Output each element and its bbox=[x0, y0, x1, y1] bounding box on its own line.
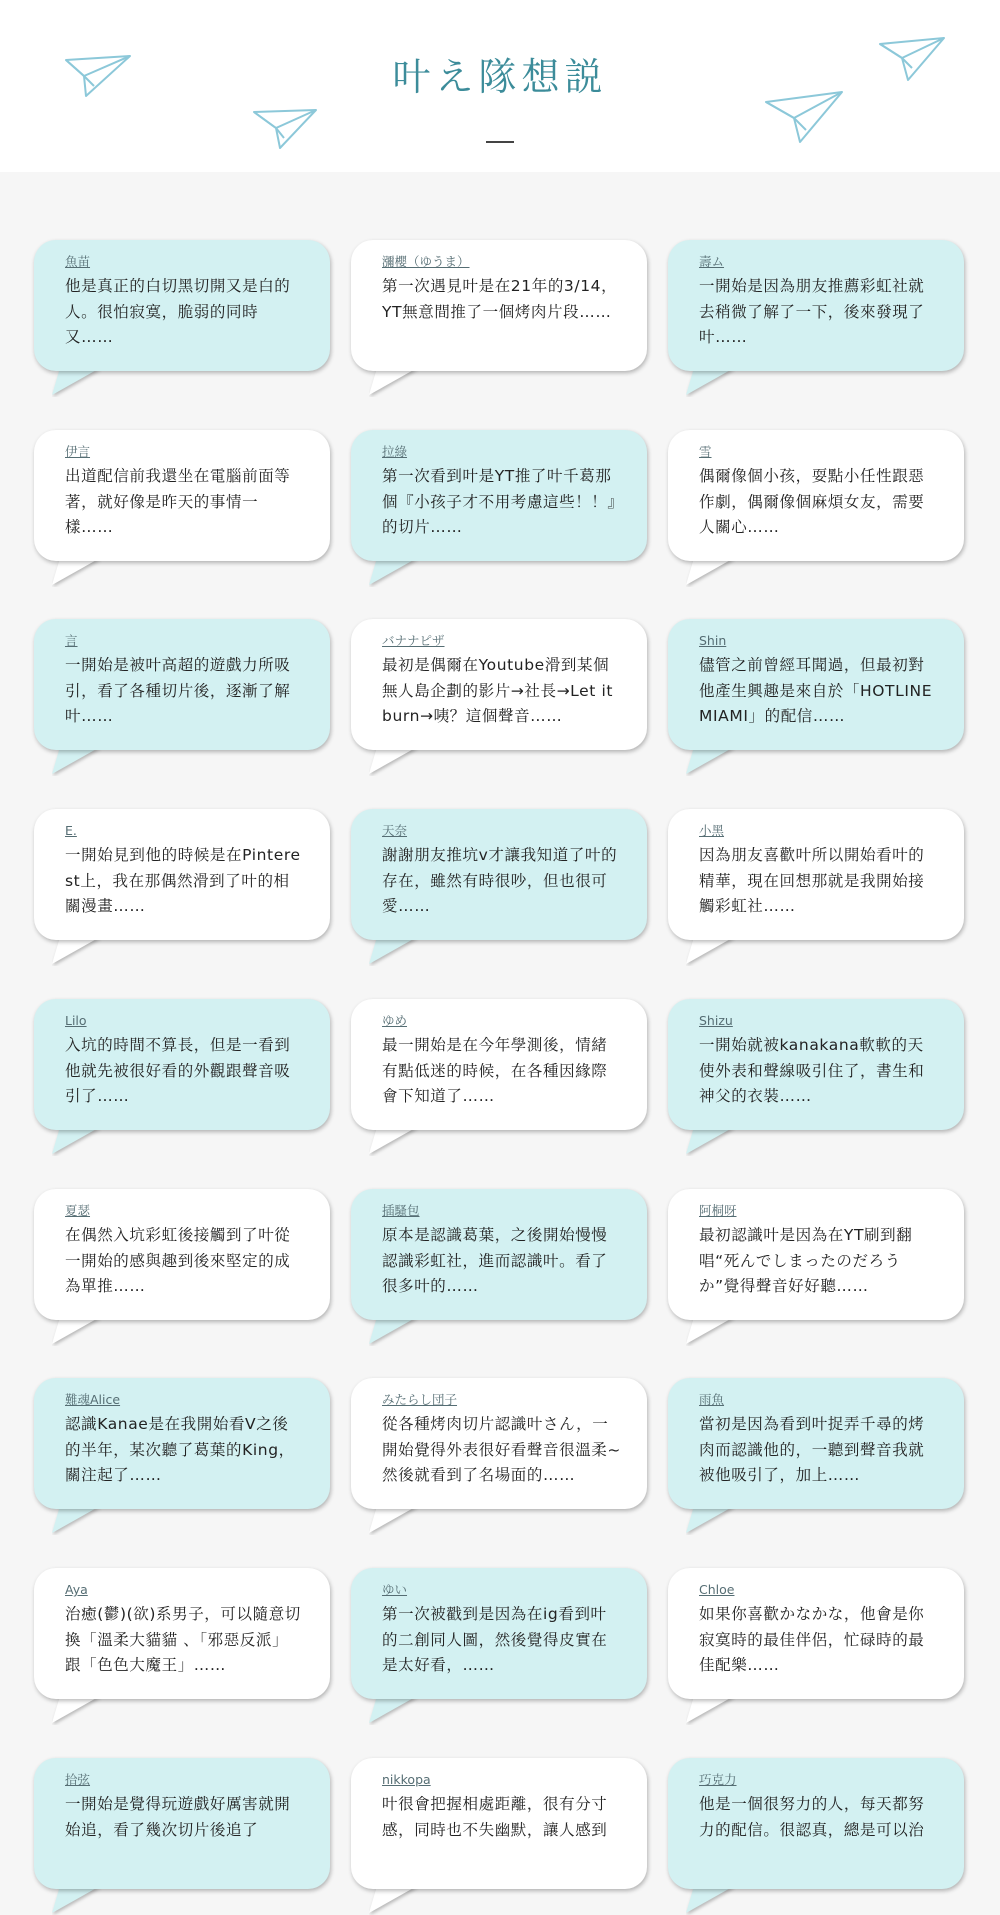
comment-author-link[interactable]: 巧克力 bbox=[699, 1772, 737, 1787]
comment-excerpt: 偶爾像個小孩，耍點小任性跟惡作劇，偶爾像個麻煩女友，需要人關心…… bbox=[699, 467, 925, 536]
speech-bubble-tail bbox=[369, 1317, 419, 1346]
comment-card[interactable] bbox=[351, 430, 647, 585]
speech-bubble bbox=[351, 1568, 647, 1699]
comment-author-link[interactable]: 伊言 bbox=[65, 444, 91, 459]
speech-bubble bbox=[351, 430, 647, 561]
speech-bubble bbox=[34, 619, 330, 750]
comment-excerpt: 當初是因為看到叶捉弄千尋的烤肉而認識他的，一聽到聲音我就被他吸引了，加上…… bbox=[699, 1415, 925, 1484]
comment-excerpt: 一開始是因為朋友推薦彩虹社就去稍微了解了一下，後來發現了叶…… bbox=[699, 277, 925, 346]
comment-author-link[interactable]: バナナピザ bbox=[382, 633, 445, 648]
comment-excerpt: 認識Kanae是在我開始看V之後的半年，某次聽了葛葉的King，關注起了…… bbox=[65, 1415, 295, 1484]
comment-card[interactable] bbox=[668, 430, 964, 585]
comment-card[interactable] bbox=[34, 1189, 330, 1344]
comment-excerpt: 第一次被戳到是因為在ig看到叶的二創同人圖，然後覺得皮實在是太好看，…… bbox=[382, 1605, 608, 1674]
speech-bubble bbox=[351, 1758, 647, 1889]
speech-bubble-tail bbox=[52, 1506, 102, 1535]
comment-author-link[interactable]: 壽ム bbox=[699, 254, 725, 269]
comment-excerpt: 一開始見到他的時候是在Pinterest上，我在那偶然滑到了叶的相關漫畫…… bbox=[65, 846, 301, 915]
speech-bubble-tail bbox=[369, 1886, 419, 1915]
comment-card[interactable] bbox=[34, 240, 330, 395]
comment-card[interactable] bbox=[351, 809, 647, 964]
comment-excerpt: 第一次看到叶是YT推了叶千葛那個『小孩子才不用考慮這些！！』的切片…… bbox=[382, 467, 616, 536]
speech-bubble-tail bbox=[369, 937, 419, 966]
comment-card[interactable] bbox=[668, 240, 964, 395]
speech-bubble bbox=[668, 1758, 964, 1889]
comment-author-link[interactable]: 雨魚 bbox=[699, 1392, 725, 1407]
comment-author-link[interactable]: Chloe bbox=[699, 1582, 735, 1597]
comment-excerpt: 一開始是被叶高超的遊戲力所吸引，看了各種切片後，逐漸了解叶…… bbox=[65, 656, 291, 725]
comment-author-link[interactable]: 言 bbox=[65, 633, 78, 648]
speech-bubble-tail bbox=[369, 368, 419, 397]
speech-bubble-tail bbox=[369, 558, 419, 587]
speech-bubble bbox=[34, 1189, 330, 1320]
comment-author-link[interactable]: ゆい bbox=[382, 1582, 408, 1597]
speech-bubble-tail bbox=[52, 1886, 102, 1915]
comment-author-link[interactable]: Lilo bbox=[65, 1013, 87, 1028]
speech-bubble-tail bbox=[52, 1696, 102, 1725]
comment-card[interactable] bbox=[34, 1568, 330, 1723]
comment-author-link[interactable]: 天奈 bbox=[382, 823, 408, 838]
speech-bubble bbox=[351, 809, 647, 940]
comment-excerpt: 叶很會把握相處距離，很有分寸感，同時也不失幽默，讓人感到 bbox=[382, 1795, 608, 1839]
comment-author-link[interactable]: Aya bbox=[65, 1582, 88, 1597]
speech-bubble-tail bbox=[686, 1127, 736, 1156]
comment-excerpt: 儘管之前曾經耳聞過，但最初對他產生興趣是來自於「HOTLINE MIAMI」的配信…… bbox=[699, 656, 933, 725]
comment-excerpt: 在偶然入坑彩虹後接觸到了叶從一開始的感與趣到後來堅定的成為單推…… bbox=[65, 1226, 291, 1295]
comment-card[interactable] bbox=[351, 1189, 647, 1344]
comment-author-link[interactable]: 拾弦 bbox=[65, 1772, 91, 1787]
speech-bubble-tail bbox=[369, 1127, 419, 1156]
speech-bubble bbox=[668, 1189, 964, 1320]
speech-bubble-tail bbox=[686, 1696, 736, 1725]
speech-bubble bbox=[34, 1378, 330, 1509]
comment-card[interactable] bbox=[668, 1378, 964, 1533]
speech-bubble-tail bbox=[686, 1506, 736, 1535]
comment-excerpt: 第一次遇見叶是在21年的3/14，YT無意間推了一個烤肉片段…… bbox=[382, 277, 618, 321]
comment-card[interactable] bbox=[34, 809, 330, 964]
comment-card[interactable] bbox=[34, 1758, 330, 1913]
comment-excerpt: 他是一個很努力的人，每天都努力的配信。很認真，總是可以治 bbox=[699, 1795, 925, 1839]
comment-card[interactable] bbox=[351, 1758, 647, 1913]
speech-bubble bbox=[34, 1568, 330, 1699]
speech-bubble bbox=[351, 619, 647, 750]
comment-author-link[interactable]: 魚苗 bbox=[65, 254, 91, 269]
speech-bubble-tail bbox=[686, 747, 736, 776]
comment-excerpt: 出道配信前我還坐在電腦前面等著，就好像是昨天的事情一樣…… bbox=[65, 467, 291, 536]
speech-bubble-tail bbox=[52, 1317, 102, 1346]
comment-card[interactable] bbox=[668, 1568, 964, 1723]
comment-excerpt: 原本是認識葛葉，之後開始慢慢認識彩虹社，進而認識叶。看了很多叶的…… bbox=[382, 1226, 608, 1295]
speech-bubble bbox=[34, 1758, 330, 1889]
speech-bubble-tail bbox=[686, 1886, 736, 1915]
comment-card[interactable] bbox=[351, 619, 647, 774]
comment-card[interactable] bbox=[351, 999, 647, 1154]
speech-bubble bbox=[668, 619, 964, 750]
comment-card[interactable] bbox=[668, 619, 964, 774]
comment-author-link[interactable]: 小黑 bbox=[699, 823, 725, 838]
comment-card[interactable] bbox=[668, 999, 964, 1154]
speech-bubble-tail bbox=[369, 1506, 419, 1535]
comment-author-link[interactable]: みたらし団子 bbox=[382, 1392, 458, 1407]
comment-excerpt: 入坑的時間不算長，但是一看到他就先被很好看的外觀跟聲音吸引了…… bbox=[65, 1036, 291, 1105]
comment-card[interactable] bbox=[351, 1568, 647, 1723]
speech-bubble-tail bbox=[52, 747, 102, 776]
speech-bubble-tail bbox=[686, 1317, 736, 1346]
speech-bubble bbox=[351, 240, 647, 371]
speech-bubble bbox=[668, 1568, 964, 1699]
comment-author-link[interactable]: 夏瑟 bbox=[65, 1203, 91, 1218]
speech-bubble bbox=[668, 240, 964, 371]
comment-author-link[interactable]: 難魂Alice bbox=[65, 1392, 121, 1407]
comment-excerpt: 治癒(鬱)(欲)系男子，可以隨意切換「溫柔大貓貓 、「邪惡反派」跟「色色大魔王」…… bbox=[65, 1605, 301, 1674]
comment-author-link[interactable]: ゆめ bbox=[382, 1013, 408, 1028]
speech-bubble-tail bbox=[369, 747, 419, 776]
speech-bubble bbox=[351, 1189, 647, 1320]
comment-card[interactable] bbox=[668, 1189, 964, 1344]
comment-excerpt: 最一開始是在今年學測後，情緒有點低迷的時候，在各種因緣際會下知道了…… bbox=[382, 1036, 608, 1105]
comment-card[interactable] bbox=[34, 430, 330, 585]
comment-author-link[interactable]: E. bbox=[65, 823, 77, 838]
comment-author-link[interactable]: 瀰櫻（ゆうま） bbox=[382, 254, 470, 269]
speech-bubble-tail bbox=[686, 368, 736, 397]
comment-card[interactable] bbox=[668, 809, 964, 964]
comment-author-link[interactable]: nikkopa bbox=[382, 1772, 431, 1787]
speech-bubble bbox=[34, 809, 330, 940]
speech-bubble bbox=[351, 999, 647, 1130]
comment-excerpt: 一開始就被kanakana軟軟的天使外表和聲線吸引住了，書生和神父的衣裝…… bbox=[699, 1036, 925, 1105]
comment-card[interactable] bbox=[351, 1378, 647, 1533]
comment-excerpt: 一開始是覺得玩遊戲好厲害就開始追，看了幾次切片後追了 bbox=[65, 1795, 291, 1839]
speech-bubble bbox=[668, 809, 964, 940]
comment-author-link[interactable]: Shin bbox=[699, 633, 727, 648]
comment-card[interactable] bbox=[34, 1378, 330, 1533]
speech-bubble-tail bbox=[52, 1127, 102, 1156]
comment-card[interactable] bbox=[34, 619, 330, 774]
speech-bubble-tail bbox=[52, 558, 102, 587]
comment-card[interactable] bbox=[351, 240, 647, 395]
comment-author-link[interactable]: 插騷包 bbox=[382, 1203, 420, 1218]
comment-excerpt: 因為朋友喜歡叶所以開始看叶的精華，現在回想那就是我開始接觸彩虹社…… bbox=[699, 846, 925, 915]
comment-author-link[interactable]: Shizu bbox=[699, 1013, 733, 1028]
speech-bubble bbox=[351, 1378, 647, 1509]
comment-author-link[interactable]: 阿桐呀 bbox=[699, 1203, 737, 1218]
speech-bubble bbox=[34, 430, 330, 561]
speech-bubble bbox=[668, 430, 964, 561]
speech-bubble-tail bbox=[369, 1696, 419, 1725]
comment-excerpt: 從各種烤肉切片認識叶さん，一開始覺得外表很好看聲音很溫柔~然後就看到了名場面的…… bbox=[382, 1415, 621, 1484]
comment-author-link[interactable]: 拉綠 bbox=[382, 444, 408, 459]
page-title: 叶え隊想説 bbox=[392, 55, 608, 99]
comment-card[interactable] bbox=[34, 999, 330, 1154]
comment-excerpt: 他是真正的白切黑切開又是白的人。很怕寂寞，脆弱的同時又…… bbox=[65, 277, 291, 346]
comment-excerpt: 最初認識叶是因為在YT刷到翻唱“死んでしまったのだろうか”覺得聲音好好聽…… bbox=[699, 1226, 913, 1295]
speech-bubble-tail bbox=[686, 558, 736, 587]
speech-bubble bbox=[668, 1378, 964, 1509]
speech-bubble-tail bbox=[52, 368, 102, 397]
speech-bubble bbox=[34, 999, 330, 1130]
speech-bubble-tail bbox=[686, 937, 736, 966]
comment-excerpt: 如果你喜歡かなかな，他會是你寂寞時的最佳伴侶，忙碌時的最佳配樂…… bbox=[699, 1605, 925, 1674]
speech-bubble bbox=[668, 999, 964, 1130]
comment-excerpt: 謝謝朋友推坑v才讓我知道了叶的存在，雖然有時很吵，但也很可愛…… bbox=[382, 846, 618, 915]
speech-bubble-tail bbox=[52, 937, 102, 966]
comment-card[interactable] bbox=[668, 1758, 964, 1913]
speech-bubble bbox=[34, 240, 330, 371]
comment-author-link[interactable]: 雪 bbox=[699, 444, 712, 459]
comment-excerpt: 最初是偶爾在Youtube滑到某個無人島企劃的影片→社長→Let it burn→咦？這個聲音…… bbox=[382, 656, 614, 725]
